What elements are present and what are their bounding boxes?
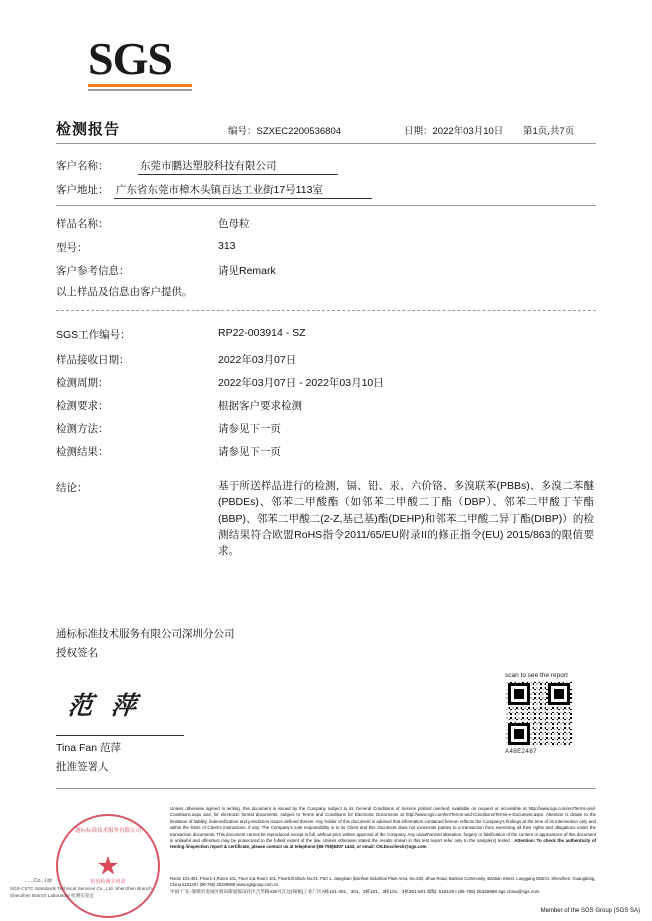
- footer-address-en: Room 101-401, Floor1-4,Room 101, Floor 3,& Room 101, Floor5,B Block,No.01, Part 1, Jiangbian (Bonfeat Industrial Plant Area, No.430, Jihua Road, Bantian Community, Bantian Street, Longgang District, Shenzhen, Guangdong, China 518129 t (86-755) 25328888 www.sgsgroup.com.cn: [170, 876, 596, 888]
- header-divider: [56, 143, 596, 144]
- footer-legal-bold: Attention: To check the authenticity of testing /inspection report & certificate, please contact us at telephone:(86-755)8307 1443, or email: CN.Doccheck@sgs.com: [170, 837, 596, 850]
- footer-divider: [56, 788, 596, 789]
- handwritten-signature: 范 萍: [66, 693, 144, 720]
- customer-name-label: 客户名称：: [56, 160, 109, 172]
- test-result-value: 请参见下一页: [218, 446, 281, 458]
- test-method-label: 检测方法：: [56, 423, 109, 435]
- sample-model-label: 型号：: [56, 242, 88, 254]
- dashed-divider: [56, 310, 596, 311]
- received-date-label: 样品接收日期：: [56, 354, 130, 366]
- conclusion-value: 基于所送样品进行的检测，镉、铅、汞、六价铬、多溴联苯(PBBs)、多溴二苯醚(PBDEs)、邻苯二甲酸酯（如邻苯二甲酸二丁酯（DBP）、邻苯二甲酸丁苄酯(BBP)、邻苯二甲酸二(2-Z,基己基)酯(DEHP)和邻苯二甲酸二异丁酯(DIBP)）的检测结果符合欧盟RoHS指令2011/65/EU附录II的修正指令(EU) 2015/863的限值要求。: [218, 480, 594, 558]
- test-requirement-label: 检测要求：: [56, 400, 109, 412]
- sample-ref-value: 请见Remark: [218, 265, 276, 277]
- job-number-value: RP22-003914 - SZ: [218, 327, 306, 339]
- customer-address-underline: [114, 198, 372, 199]
- logo-grey-bar: [88, 89, 192, 91]
- seal-arc-text: 通标标准技术服务有限公司: [74, 828, 142, 835]
- sample-model-value: 313: [218, 240, 236, 252]
- logo-accent-bar: [88, 84, 192, 87]
- signatory-role: 批准签署人: [56, 761, 109, 773]
- page-indicator: 第1页,共7页: [523, 126, 575, 137]
- seal-center-text: 检验检测专用章: [90, 879, 126, 886]
- test-period-label: 检测周期：: [56, 377, 109, 389]
- test-result-label: 检测结果：: [56, 446, 109, 458]
- report-date: 日期：2022年03月10日: [404, 126, 504, 137]
- footer-address-cn: 中国·广东·深圳市龙岗区坂田街道坂田社区吉华路430号江边(保税)工业厂区A栋101-401、301、3栋101、3栋101、3栋301-501 邮编: 518129 t (86-755) 25328888 sgs.china@sgs.com: [170, 889, 540, 894]
- qr-id: A48E2487: [505, 749, 538, 755]
- page-title: 检测报告: [56, 121, 121, 138]
- customer-address-label: 客户地址：: [56, 184, 109, 196]
- sample-note: 以上样品及信息由客户提供。: [56, 286, 193, 298]
- qr-code-icon[interactable]: [505, 680, 573, 748]
- seal-branch-text: SGS-CSTC Standards Technical Services Co., Ltd. Shenzhen Branch: [10, 886, 152, 891]
- company-seal-icon: [56, 814, 160, 918]
- signature-line: [56, 735, 184, 736]
- seal-star-icon: ★: [96, 850, 120, 881]
- sample-ref-label: 客户参考信息：: [56, 265, 130, 277]
- sample-name-value: 色母粒: [218, 218, 250, 230]
- customer-name-underline: [138, 174, 338, 175]
- signatory-name: Tina Fan 范萍: [56, 742, 121, 754]
- customer-address-value: 广东省东莞市樟木头镇百达工业街17号113室: [116, 184, 323, 196]
- sample-name-label: 样品名称：: [56, 218, 109, 230]
- qr-eye-bl: [508, 723, 530, 745]
- test-method-value: 请参见下一页: [218, 423, 281, 435]
- report-number: 编号：SZXEC2200536804: [228, 126, 342, 137]
- test-requirement-value: 根据客户要求检测: [218, 400, 302, 412]
- qr-eye-tl: [508, 683, 530, 705]
- qr-eye-tr: [548, 683, 570, 705]
- customer-divider: [56, 205, 596, 206]
- test-period-value: 2022年03月07日 - 2022年03月10日: [218, 377, 384, 389]
- qr-caption: scan to see the report: [505, 672, 568, 679]
- footer-member-text: Member of the SGS Group (SGS SA): [540, 908, 640, 914]
- job-number-label: SGS工作编号：: [56, 329, 131, 341]
- received-date-value: 2022年03月07日: [218, 354, 297, 366]
- footer-legal-main: Unless otherwise agreed in writing, this document is issued by the Company subject to its General Conditions of Service printed overleaf, available on request or accessible at http://www.sgs.com/en/Terms-and-Conditions.aspx and, for electronic format documents, subject to Terms and Conditions for Electronic Documents at http://www.sgs.com/en/Terms-and-Conditions/Terms-e-Document.aspx. Attention is drawn to the limitation of liability, indemnification and jurisdiction issues defined therein. Any holder of this document is advised that information contained hereon reflects the Company's findings at the time of its intervention only and within the limits of Client's instructions, if any. The Company's sole responsibility is to its Client and this document does not exonerate parties to a transaction from exercising all their rights and obligations under the transaction documents. This document cannot be reproduced except in full, without prior written approval of the Company. Any unauthorized alteration, forgery or falsification of the content or appearance of this document is unlawful and offenders may be prosecuted to the fullest extent of the law. Unless otherwise stated the results shown in this test report refer only to the sample(s) tested .: [170, 806, 596, 843]
- conclusion-label: 结论：: [56, 482, 88, 494]
- seal-ltd-text: ……Co., Ltd: [24, 878, 52, 884]
- sgs-logo: SGS: [88, 33, 172, 84]
- signing-company: 通标标准技术服务有限公司深圳分公司: [56, 628, 235, 640]
- authorized-signature-label: 授权签名: [56, 647, 98, 659]
- customer-name-value: 东莞市鹏达塑胶科技有限公司: [140, 160, 277, 172]
- footer-legal-text: [170, 806, 596, 851]
- seal-lab-text: Shenzhen Branch Laboratory 检测实验室: [10, 893, 95, 898]
